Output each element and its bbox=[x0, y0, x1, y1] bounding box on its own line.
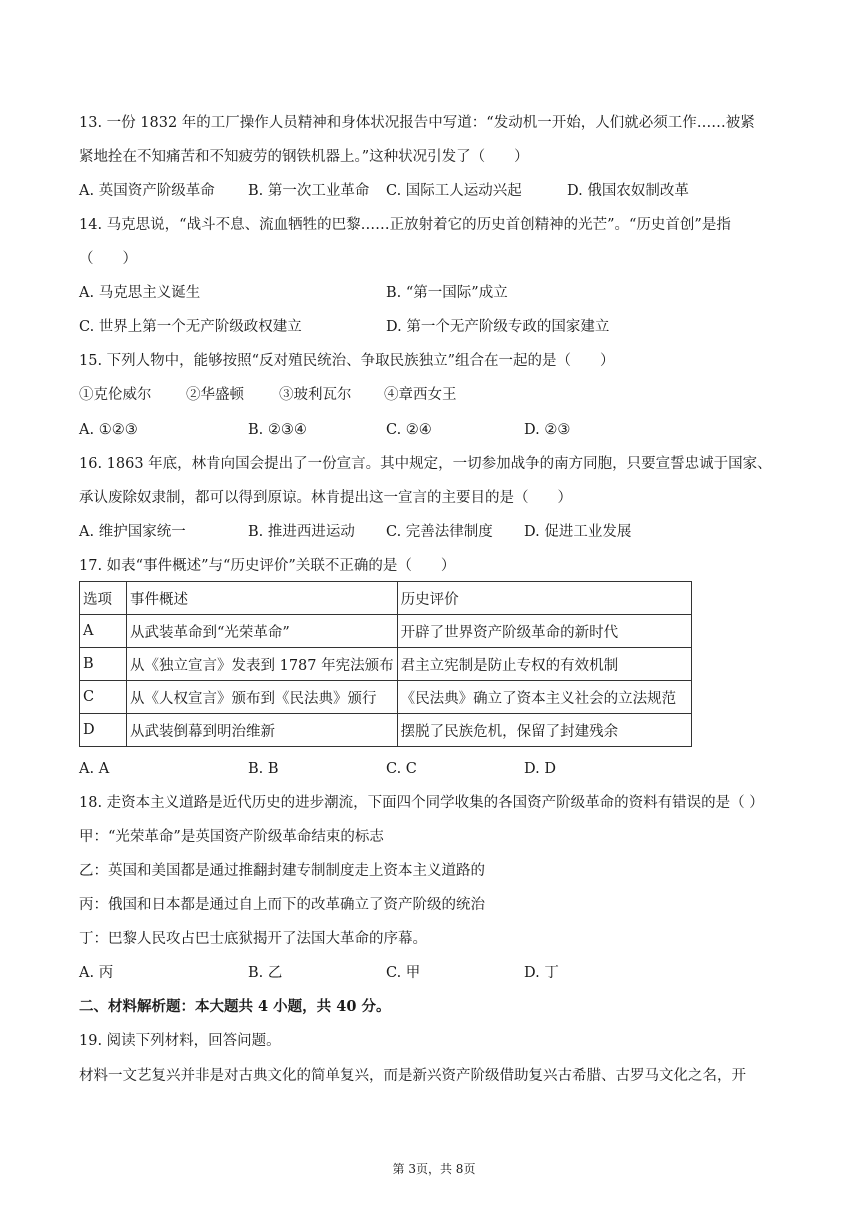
q16-option-b: B. 推进西进运动 bbox=[248, 524, 355, 540]
q15-item-2: ②华盛顿 bbox=[186, 387, 244, 403]
q17-stem: 17. 如表“事件概述”与“历史评价”关联不正确的是（ ） bbox=[79, 558, 456, 574]
q18-item-yi: 乙：英国和美国都是通过推翻封建专制制度走上资本主义道路的 bbox=[79, 863, 485, 879]
table-row bbox=[80, 615, 692, 648]
q16-option-c: C. 完善法律制度 bbox=[386, 524, 493, 540]
table-header-row bbox=[80, 582, 692, 615]
q14-option-a: A. 马克思主义诞生 bbox=[79, 285, 201, 301]
table-cell: B bbox=[80, 648, 127, 681]
q14-stem-line1: 14. 马克思说，“战斗不息、流血牺牲的巴黎……正放射着它的历史首创精神的光芒”。“历史首创”是指 bbox=[79, 217, 731, 233]
q14-option-b: B. “第一国际”成立 bbox=[386, 285, 508, 301]
section-heading: 二、材料解析题：本大题共 4 小题，共 40 分。 bbox=[79, 998, 391, 1015]
q15-option-d: D. ②③ bbox=[524, 422, 571, 438]
table-header-cell: 事件概述 bbox=[127, 582, 398, 615]
q13-option-b: B. 第一次工业革命 bbox=[248, 183, 370, 199]
q15-stem: 15. 下列人物中，能够按照“反对殖民统治、争取民族独立”组合在一起的是（ ） bbox=[79, 353, 615, 369]
table-cell: 从武装倒幕到明治维新 bbox=[127, 714, 398, 747]
table-cell: 从《独立宣言》发表到 1787 年宪法颁布 bbox=[127, 648, 398, 681]
table-row bbox=[80, 681, 692, 714]
q13-option-a: A. 英国资产阶级革命 bbox=[79, 183, 215, 199]
q16-option-d: D. 促进工业发展 bbox=[524, 524, 632, 540]
q13-option-c: C. 国际工人运动兴起 bbox=[386, 183, 522, 199]
q16-option-a: A. 维护国家统一 bbox=[79, 524, 186, 540]
q15-item-4: ④章西女王 bbox=[384, 387, 457, 403]
q15-item-1: ①克伦威尔 bbox=[79, 387, 152, 403]
table-cell: 摆脱了民族危机，保留了封建残余 bbox=[397, 714, 691, 747]
q14-stem-line2: （ ） bbox=[79, 251, 137, 267]
table-cell: 从《人权宣言》颁布到《民法典》颁行 bbox=[127, 681, 398, 714]
table-cell: 《民法典》确立了资本主义社会的立法规范 bbox=[397, 681, 691, 714]
q18-option-b: B. 乙 bbox=[248, 965, 283, 981]
q14-option-d: D. 第一个无产阶级专政的国家建立 bbox=[386, 319, 610, 335]
q18-item-ding: 丁：巴黎人民攻占巴士底狱揭开了法国大革命的序幕。 bbox=[79, 931, 427, 947]
q19-material-line: 材料一文艺复兴并非是对古典文化的简单复兴，而是新兴资产阶级借助复兴古希腊、古罗马文化之名，开 bbox=[79, 1068, 746, 1084]
q17-option-b: B. B bbox=[248, 761, 279, 777]
q18-option-d: D. 丁 bbox=[524, 965, 559, 981]
table-cell: C bbox=[80, 681, 127, 714]
q16-stem-line1: 16. 1863 年底，林肯向国会提出了一份宣言。其中规定，一切参加战争的南方同胞，只要宣誓忠诚于国家、 bbox=[79, 456, 772, 472]
q19-stem: 19. 阅读下列材料，回答问题。 bbox=[79, 1033, 281, 1049]
page-number: 第 3页，共 8页 bbox=[392, 1162, 476, 1176]
q18-option-c: C. 甲 bbox=[386, 965, 421, 981]
q14-option-c: C. 世界上第一个无产阶级政权建立 bbox=[79, 319, 302, 335]
q17-option-a: A. A bbox=[79, 761, 110, 777]
table-cell: D bbox=[80, 714, 127, 747]
table-cell: 开辟了世界资产阶级革命的新时代 bbox=[397, 615, 691, 648]
q17-option-c: C. C bbox=[386, 761, 417, 777]
table-cell: 君主立宪制是防止专权的有效机制 bbox=[397, 648, 691, 681]
table-cell: A bbox=[80, 615, 127, 648]
q13-stem-line2: 紧地拴在不知痛苦和不知疲劳的钢铁机器上。”这种状况引发了（ ） bbox=[79, 149, 529, 165]
q17-option-d: D. D bbox=[524, 761, 556, 777]
q15-option-c: C. ②④ bbox=[386, 422, 432, 438]
q13-stem-line1: 13. 一份 1832 年的工厂操作人员精神和身体状况报告中写道：“发动机一开始，人们就必须工作……被紧 bbox=[79, 115, 755, 131]
q17-table bbox=[79, 581, 692, 747]
q13-option-d: D. 俄国农奴制改革 bbox=[567, 183, 689, 199]
q18-item-bing: 丙：俄国和日本都是通过自上而下的改革确立了资产阶级的统治 bbox=[79, 897, 485, 913]
q18-option-a: A. 丙 bbox=[79, 965, 114, 981]
table-header-cell: 历史评价 bbox=[397, 582, 691, 615]
q18-item-jia: 甲：“光荣革命”是英国资产阶级革命结束的标志 bbox=[79, 829, 384, 845]
q18-stem: 18. 走资本主义道路是近代历史的进步潮流，下面四个同学收集的各国资产阶级革命的资料有错误的是（ ） bbox=[79, 795, 764, 811]
table-row bbox=[80, 714, 692, 747]
table-row bbox=[80, 648, 692, 681]
q15-option-b: B. ②③④ bbox=[248, 422, 307, 438]
q15-item-3: ③玻利瓦尔 bbox=[279, 387, 352, 403]
q16-stem-line2: 承认废除奴隶制，都可以得到原谅。林肯提出这一宣言的主要目的是（ ） bbox=[79, 490, 572, 506]
q15-option-a: A. ①②③ bbox=[79, 422, 138, 438]
table-cell: 从武装革命到“光荣革命” bbox=[127, 615, 398, 648]
table-header-cell: 选项 bbox=[80, 582, 127, 615]
